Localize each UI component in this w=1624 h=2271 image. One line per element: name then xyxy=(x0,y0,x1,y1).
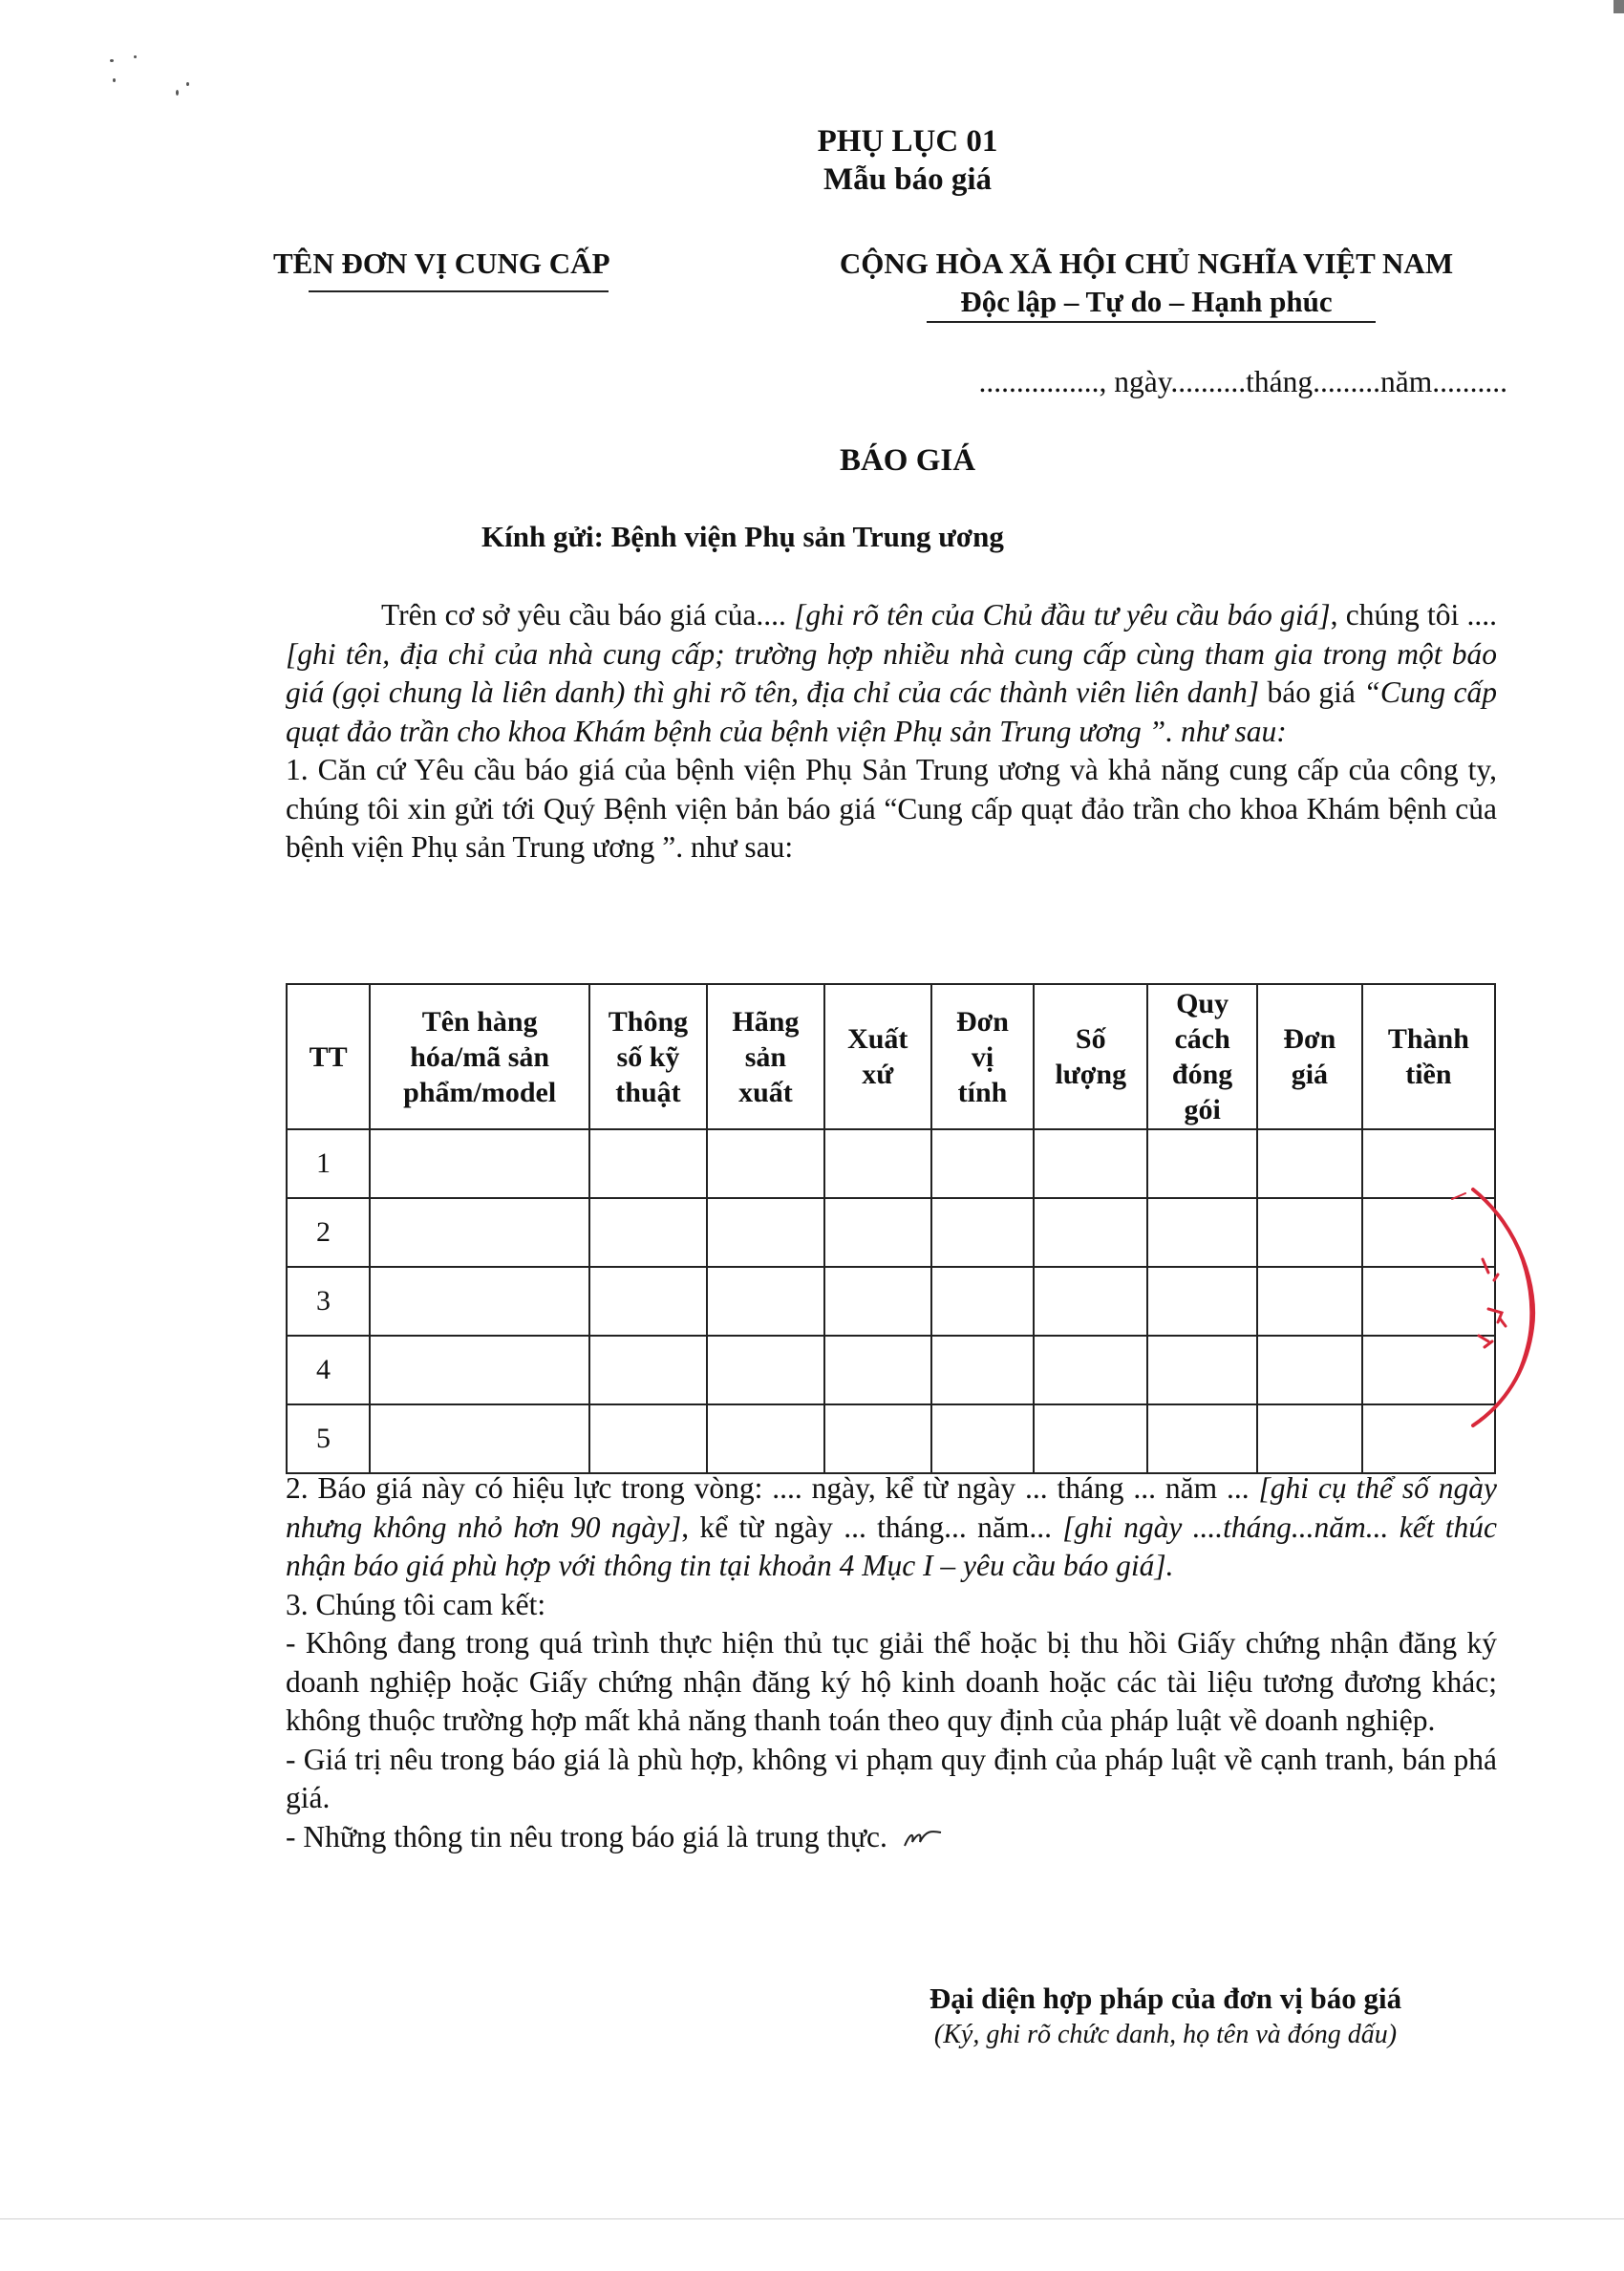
table-cell xyxy=(931,1198,1035,1267)
scan-speck xyxy=(134,55,137,58)
table-cell xyxy=(370,1267,589,1336)
table-cell xyxy=(1147,1267,1257,1336)
scan-speck xyxy=(176,90,179,96)
header-tt: TT xyxy=(287,984,370,1129)
header-line: xứ xyxy=(862,1059,894,1090)
header-line: Đơn xyxy=(956,1005,1009,1038)
header-line: lượng xyxy=(1055,1059,1127,1090)
header-line: xuất xyxy=(738,1076,793,1108)
table-cell xyxy=(824,1198,931,1267)
intro-paragraph xyxy=(286,596,1497,868)
table-row xyxy=(287,1336,1495,1404)
terms-section xyxy=(286,1469,1497,1856)
header-line: Đơn xyxy=(1283,1023,1336,1055)
table-cell xyxy=(707,1129,824,1198)
header-line: Thông xyxy=(608,1005,689,1038)
supplier-name: TÊN ĐƠN VỊ CUNG CẤP xyxy=(273,246,610,280)
header-line: đóng xyxy=(1171,1059,1233,1090)
table-cell xyxy=(707,1198,824,1267)
header-line: tính xyxy=(957,1076,1008,1108)
table-row xyxy=(287,1198,1495,1267)
table-cell xyxy=(370,1129,589,1198)
header-line: vị xyxy=(971,1040,994,1073)
table-cell xyxy=(1257,1336,1362,1404)
table-cell xyxy=(707,1336,824,1404)
item-3: 3. Chúng tôi cam kết: xyxy=(286,1587,546,1621)
row-number: 2 xyxy=(287,1198,370,1267)
table-cell xyxy=(824,1336,931,1404)
item-1: 1. Căn cứ Yêu cầu báo giá của bệnh viện Phụ Sản Trung ương và khả năng cung cấp của công ty, chúng tôi xin gửi tới Quý Bệnh viện bản báo giá “Cung cấp quạt đảo trần cho khoa Khám bệnh của bệnh viện Phụ sản Trung ương ”. như sau: xyxy=(286,753,1497,864)
motto-underline xyxy=(927,321,1376,323)
table-cell xyxy=(824,1404,931,1473)
commitment-1: - Không đang trong quá trình thực hiện thủ tục giải thể hoặc bị thu hồi Giấy chứng nhận đăng ký doanh nghiệp hoặc Giấy chứng nhận đăng ký hộ kinh doanh hoặc các tài liệu tương đương khác; không thuộc trường hợp mất khả năng thanh toán theo quy định của pháp luật về doanh nghiệp. xyxy=(286,1626,1497,1737)
header-line: Thành xyxy=(1387,1023,1469,1055)
header-line: Hãng xyxy=(732,1005,800,1038)
table-row xyxy=(287,1404,1495,1473)
header-line: gói xyxy=(1184,1094,1221,1125)
header-line: giá xyxy=(1291,1059,1329,1090)
header-line: cách xyxy=(1174,1023,1230,1055)
table-cell xyxy=(589,1336,707,1404)
header-total xyxy=(1362,984,1495,1129)
table-cell xyxy=(370,1404,589,1473)
header-line: sản xyxy=(744,1040,787,1073)
form-name: Mẫu báo giá xyxy=(823,162,993,197)
scan-line xyxy=(0,2218,1624,2219)
table-cell xyxy=(589,1198,707,1267)
table-cell xyxy=(707,1267,824,1336)
table-cell xyxy=(1147,1336,1257,1404)
commitment-2: - Giá trị nêu trong báo giá là phù hợp, không vi phạm quy định của pháp luật về cạnh tranh, bán phá giá. xyxy=(286,1742,1497,1814)
scan-speck xyxy=(113,78,116,82)
nation-motto: Độc lập – Tự do – Hạnh phúc xyxy=(960,285,1333,318)
recipient-line: Kính gửi: Bệnh viện Phụ sản Trung ương xyxy=(481,520,1004,553)
signature-note: (Ký, ghi rõ chức danh, họ tên và đóng dấu) xyxy=(933,2020,1398,2049)
header-spec xyxy=(589,984,707,1129)
header-origin xyxy=(824,984,931,1129)
table-cell xyxy=(1257,1129,1362,1198)
table-cell xyxy=(1257,1198,1362,1267)
date-line: ................, ngày..........tháng.........năm.......... xyxy=(978,365,1507,398)
table-cell xyxy=(1034,1198,1147,1267)
item-2-text: 2. Báo giá này có hiệu lực trong vòng: .... ngày, kể từ ngày ... tháng ... năm ... xyxy=(286,1471,1259,1505)
table-cell xyxy=(824,1129,931,1198)
table-cell xyxy=(1034,1404,1147,1473)
table-cell xyxy=(1147,1129,1257,1198)
table-cell xyxy=(1257,1267,1362,1336)
scan-speck xyxy=(110,59,114,62)
table-cell xyxy=(589,1267,707,1336)
table-cell xyxy=(589,1129,707,1198)
commitment-3 xyxy=(286,1818,1497,1857)
nation-name: CỘNG HÒA XÃ HỘI CHỦ NGHĨA VIỆT NAM xyxy=(839,246,1454,280)
header-line: phẩm/model xyxy=(403,1076,557,1108)
intro-text: , xyxy=(1330,598,1338,632)
table-cell xyxy=(707,1404,824,1473)
header-line: Tên hàng xyxy=(421,1005,538,1038)
header-packaging xyxy=(1147,984,1257,1129)
row-number: 1 xyxy=(287,1129,370,1198)
table-cell xyxy=(370,1198,589,1267)
row-number: 4 xyxy=(287,1336,370,1404)
table-cell xyxy=(931,1267,1035,1336)
table-cell xyxy=(1257,1404,1362,1473)
table-cell xyxy=(931,1336,1035,1404)
row-number: 3 xyxy=(287,1267,370,1336)
header-line: số kỹ xyxy=(616,1040,680,1073)
table-cell xyxy=(589,1404,707,1473)
signature-title: Đại diện hợp pháp của đơn vị báo giá xyxy=(929,1982,1402,2015)
header-line: tiền xyxy=(1405,1059,1452,1090)
intro-placeholder: [ghi rõ tên của Chủ đầu tư yêu cầu báo giá] xyxy=(794,598,1331,632)
header-quantity xyxy=(1034,984,1147,1129)
table-cell xyxy=(1034,1336,1147,1404)
header-maker xyxy=(707,984,824,1129)
table-cell xyxy=(1034,1267,1147,1336)
header-line: Số xyxy=(1075,1023,1106,1055)
scan-speck xyxy=(186,82,189,86)
table-cell xyxy=(931,1404,1035,1473)
table-cell xyxy=(824,1267,931,1336)
table-cell xyxy=(931,1129,1035,1198)
quote-table xyxy=(286,983,1496,1474)
intro-text: báo giá xyxy=(1259,675,1364,709)
table-cell xyxy=(370,1336,589,1404)
header-unit xyxy=(931,984,1035,1129)
intro-placeholder: [ghi tên, địa chỉ của nhà cung cấp; trường hợp nhiều nhà cung cấp cùng tham gia trong một báo giá (gọi chung là liên danh) thì ghi rõ tên, địa chỉ của các thành viên liên danh] xyxy=(286,636,1497,709)
initials-mark xyxy=(903,1829,943,1850)
table-cell xyxy=(1147,1404,1257,1473)
appendix-title: PHỤ LỤC 01 xyxy=(817,124,998,159)
table-header-row xyxy=(287,984,1495,1129)
table-row xyxy=(287,1129,1495,1198)
header-line: thuật xyxy=(615,1076,681,1108)
intro-text: chúng tôi .... xyxy=(1345,598,1498,632)
header-line: Quy xyxy=(1176,988,1229,1019)
red-stamp xyxy=(1414,1175,1548,1443)
item-2-text: , kể từ ngày ... tháng... năm... xyxy=(681,1510,1063,1544)
item-2-placeholder: [ghi cụ thể số ngày nhưng không nhỏ hơn 90 ngày] xyxy=(286,1471,1497,1544)
header-product-name xyxy=(370,984,589,1129)
intro-text: Trên cơ sở yêu cầu báo giá của.... xyxy=(381,598,795,632)
supplier-underline xyxy=(309,290,609,292)
document-title: BÁO GIÁ xyxy=(839,443,976,478)
item-2 xyxy=(286,1469,1497,1586)
table-row xyxy=(287,1267,1495,1336)
intro-quote: “Cung cấp quạt đảo trần cho khoa Khám bệnh của bệnh viện Phụ sản Trung ương ”. như sau: xyxy=(286,675,1498,748)
table-cell xyxy=(1147,1198,1257,1267)
row-number: 5 xyxy=(287,1404,370,1473)
item-2-placeholder: [ghi ngày ....tháng...năm... kết thúc nhận báo giá phù hợp với thông tin tại khoản 4 Mục I – yêu cầu báo giá]. xyxy=(286,1510,1497,1582)
scan-edge-mark xyxy=(1613,0,1624,13)
header-line: hóa/mã sản xyxy=(410,1040,550,1073)
header-line: Xuất xyxy=(847,1023,908,1055)
header-unit-price xyxy=(1257,984,1362,1129)
commitment-3-text: - Những thông tin nêu trong báo giá là trung thực. xyxy=(286,1819,887,1853)
table-cell xyxy=(1034,1129,1147,1198)
